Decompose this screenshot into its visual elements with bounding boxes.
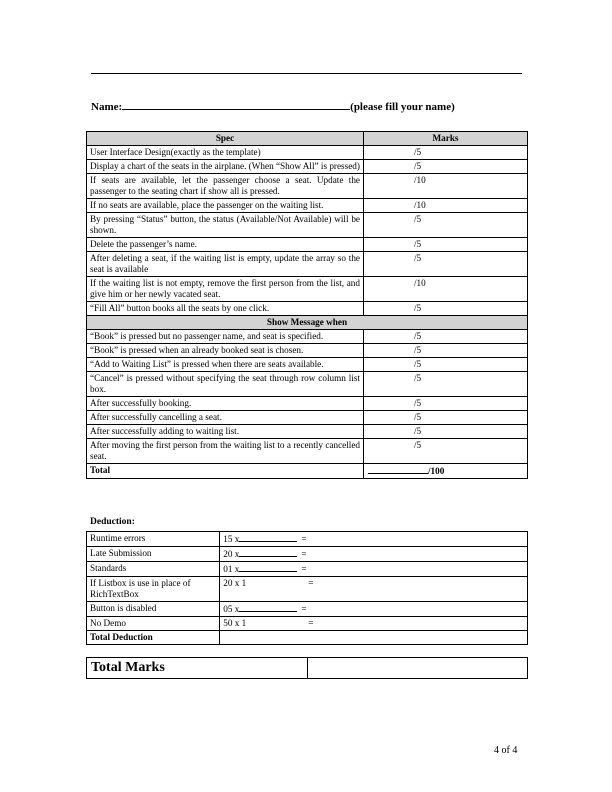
spec-header-row <box>87 132 528 146</box>
spec-marks: /5 <box>364 238 528 252</box>
spec-row <box>87 199 528 213</box>
spec-text: After moving the first person from the waiting list to a recently cancelled seat. <box>87 439 364 464</box>
spec-text: “Add to Waiting List” is pressed when there are seats available. <box>87 358 364 372</box>
total-blank[interactable] <box>368 465 428 474</box>
total-marks-row <box>87 658 528 679</box>
deduction-row <box>87 577 528 602</box>
spec-column-header: Spec <box>87 132 364 146</box>
deduction-label: If Listbox is use in place of RichTextBox <box>87 577 220 602</box>
spec-row <box>87 160 528 174</box>
deduction-row <box>87 602 528 617</box>
spec-table <box>86 131 528 479</box>
deduction-row <box>87 547 528 562</box>
marks-column-header: Marks <box>364 132 528 146</box>
spec-marks: /10 <box>364 174 528 199</box>
total-label: Total <box>87 464 364 479</box>
deduction-equals: = <box>301 534 307 544</box>
spec-row <box>87 358 528 372</box>
spec-row <box>87 146 528 160</box>
spec-marks: /5 <box>364 358 528 372</box>
spec-marks: /5 <box>364 439 528 464</box>
total-out-of: /100 <box>428 466 445 476</box>
spec-marks: /5 <box>364 160 528 174</box>
page-number: 4 of 4 <box>494 745 518 756</box>
spec-marks: /5 <box>364 344 528 358</box>
total-marks-value[interactable] <box>308 658 528 679</box>
spec-marks: /5 <box>364 411 528 425</box>
total-marks-label: Total Marks <box>87 658 308 679</box>
spec-row <box>87 397 528 411</box>
spec-text: Delete the passenger’s name. <box>87 238 364 252</box>
deduction-formula <box>220 547 528 562</box>
deduction-formula <box>220 562 528 577</box>
show-message-header-row <box>87 316 528 330</box>
spec-row <box>87 330 528 344</box>
spec-text: After successfully adding to waiting list. <box>87 425 364 439</box>
spec-text: “Fill All” button books all the seats by one click. <box>87 302 364 316</box>
deduction-formula <box>220 577 528 602</box>
spec-text: By pressing “Status” button, the status (Available/Not Available) will be shown. <box>87 213 364 238</box>
spec-text: If seats are available, let the passenger choose a seat. Update the passenger to the seating chart if show all is pressed. <box>87 174 364 199</box>
deduction-label: No Demo <box>87 617 220 631</box>
spec-row <box>87 302 528 316</box>
spec-marks: /5 <box>364 330 528 344</box>
spec-text: “Book” is pressed but no passenger name, and seat is specified. <box>87 330 364 344</box>
spec-marks: /5 <box>364 425 528 439</box>
spec-text: After deleting a seat, if the waiting list is empty, update the array so the seat is available <box>87 252 364 277</box>
spec-row <box>87 174 528 199</box>
deduction-label: Runtime errors <box>87 532 220 547</box>
total-deduction-value[interactable] <box>220 631 528 645</box>
spec-marks: /5 <box>364 213 528 238</box>
deduction-label: Standards <box>87 562 220 577</box>
header-rule <box>91 73 522 74</box>
spec-row <box>87 252 528 277</box>
deduction-label: Button is disabled <box>87 602 220 617</box>
name-label: Name: <box>91 101 123 113</box>
deduction-row <box>87 532 528 547</box>
spec-row <box>87 439 528 464</box>
spec-row <box>87 344 528 358</box>
deduction-factor: 20 x <box>223 549 240 559</box>
deduction-equals: = <box>301 604 307 614</box>
spec-marks: /5 <box>364 302 528 316</box>
deduction-row <box>87 617 528 631</box>
deduction-blank[interactable] <box>239 533 297 542</box>
spec-row <box>87 411 528 425</box>
deduction-blank[interactable] <box>239 603 297 612</box>
deduction-title: Deduction: <box>90 517 135 527</box>
spec-row <box>87 277 528 302</box>
spec-marks: /5 <box>364 372 528 397</box>
deduction-formula <box>220 617 528 631</box>
deduction-formula <box>220 532 528 547</box>
deduction-table <box>86 531 528 645</box>
total-row <box>87 464 528 479</box>
deduction-factor: 01 x <box>223 564 240 574</box>
spec-row <box>87 213 528 238</box>
spec-marks: /10 <box>364 277 528 302</box>
total-marks-table <box>86 657 528 679</box>
deduction-blank[interactable] <box>239 563 297 572</box>
name-blank[interactable] <box>122 100 350 110</box>
deduction-equals: = <box>301 564 307 574</box>
deduction-equals: = <box>308 618 314 628</box>
spec-text: After successfully cancelling a seat. <box>87 411 364 425</box>
name-line <box>91 100 455 113</box>
total-marks-cell <box>364 464 528 479</box>
deduction-factor: 20 x 1 <box>223 578 247 588</box>
show-message-header: Show Message when <box>87 316 528 330</box>
spec-text: If the waiting list is not empty, remove the first person from the list, and give him or her newly vacated seat. <box>87 277 364 302</box>
deduction-factor: 50 x 1 <box>223 618 247 628</box>
deduction-equals: = <box>301 549 307 559</box>
spec-text: After successfully booking. <box>87 397 364 411</box>
total-deduction-row <box>87 631 528 645</box>
deduction-factor: 05 x <box>223 604 240 614</box>
deduction-label: Late Submission <box>87 547 220 562</box>
spec-text: “Cancel” is pressed without specifying the seat through row column list box. <box>87 372 364 397</box>
spec-row <box>87 372 528 397</box>
name-hint: (please fill your name) <box>350 101 455 113</box>
deduction-blank[interactable] <box>239 548 297 557</box>
spec-text: User Interface Design(exactly as the template) <box>87 146 364 160</box>
spec-marks: /5 <box>364 146 528 160</box>
spec-row <box>87 425 528 439</box>
deduction-formula <box>220 602 528 617</box>
spec-marks: /10 <box>364 199 528 213</box>
spec-row <box>87 238 528 252</box>
spec-text: If no seats are available, place the passenger on the waiting list. <box>87 199 364 213</box>
deduction-row <box>87 562 528 577</box>
spec-text: Display a chart of the seats in the airplane. (When “Show All” is pressed) <box>87 160 364 174</box>
deduction-equals: = <box>308 578 314 588</box>
total-deduction-label: Total Deduction <box>87 631 220 645</box>
spec-text: “Book” is pressed when an already booked seat is chosen. <box>87 344 364 358</box>
deduction-factor: 15 x <box>223 534 240 544</box>
spec-marks: /5 <box>364 397 528 411</box>
spec-marks: /5 <box>364 252 528 277</box>
